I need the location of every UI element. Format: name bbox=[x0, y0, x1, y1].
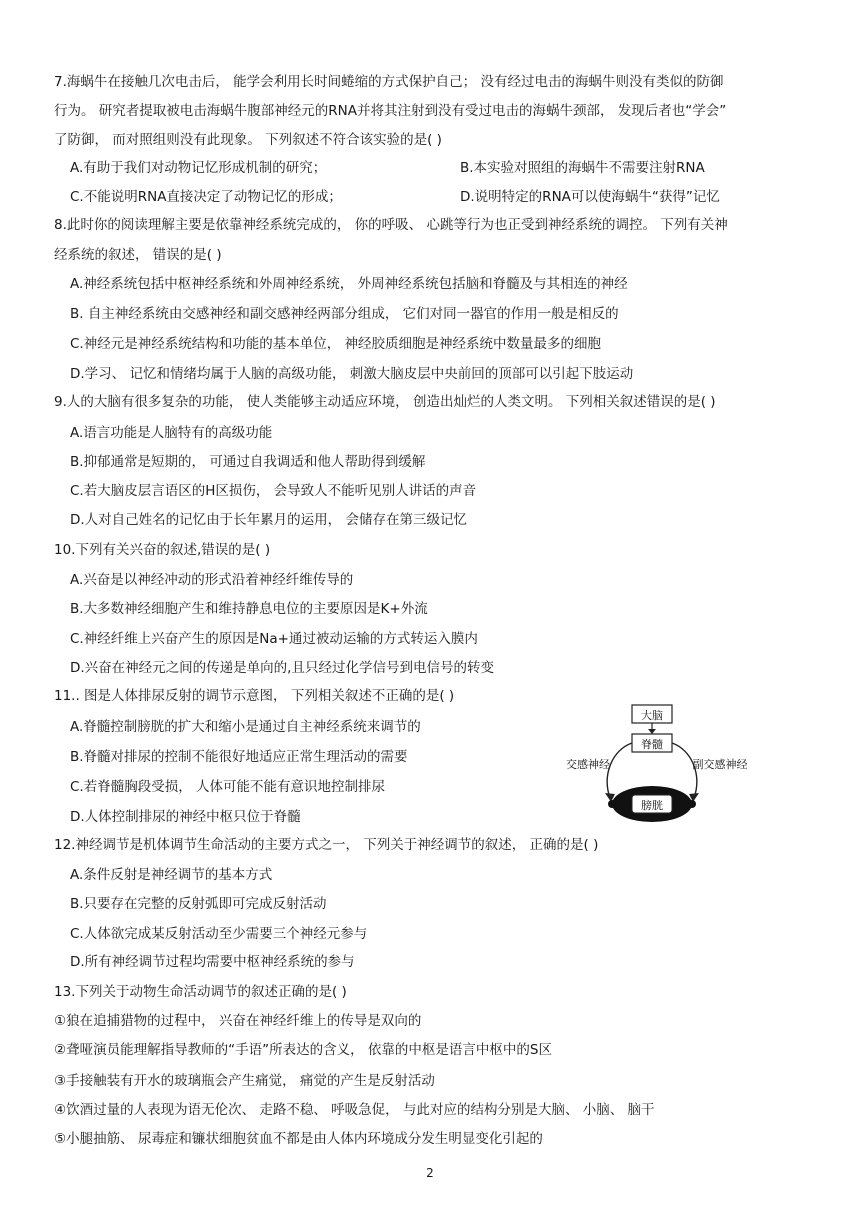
q11-option-d: D.人体控制排尿的神经中枢只位于脊髓 bbox=[70, 809, 301, 825]
q8-option-a: A.神经系统包括中枢神经系统和外周神经系统， 外周神经系统包括脑和脊髓及与其相连的神经 bbox=[70, 276, 628, 292]
q12-option-d: D.所有神经调节过程均需要中枢神经系统的参与 bbox=[70, 954, 355, 970]
q10-option-a: A.兴奋是以神经冲动的形式沿着神经纤维传导的 bbox=[70, 572, 354, 588]
q10-option-d: D.兴奋在神经元之间的传递是单向的,且只经过化学信号到电信号的转变 bbox=[70, 660, 494, 676]
q7-stem-line-2: 行为。 研究者提取被电击海蜗牛腹部神经元的RNA并将其注射到没有受过电击的海蜗牛颈部， 发现后者也“学会” bbox=[54, 103, 727, 119]
q12-option-a: A.条件反射是神经调节的基本方式 bbox=[70, 867, 273, 883]
q7-stem-line-1: 7.海蜗牛在接触几次电击后， 能学会利用长时间蜷缩的方式保护自己； 没有经过电击的海蜗牛则没有类似的防御 bbox=[54, 74, 724, 90]
q12-stem: 12.神经调节是机体调节生命活动的主要方式之一， 下列关于神经调节的叙述， 正确的是( ) bbox=[54, 837, 599, 853]
q7-option-b: B.本实验对照组的海蜗牛不需要注射RNA bbox=[460, 160, 705, 176]
q7-option-c: C.不能说明RNA直接决定了动物记忆的形成； bbox=[70, 189, 342, 205]
q7-option-d: D.说明特定的RNA可以使海蜗牛“获得”记忆 bbox=[460, 189, 720, 205]
q9-option-d: D.人对自己姓名的记忆由于长年累月的运用， 会储存在第三级记忆 bbox=[70, 512, 467, 528]
q13-statement-3: ③手接触装有开水的玻璃瓶会产生痛觉， 痛觉的产生是反射活动 bbox=[54, 1073, 435, 1089]
q10-option-b: B.大多数神经细胞产生和维持静息电位的主要原因是K+外流 bbox=[70, 601, 428, 617]
page-number: 2 bbox=[426, 1166, 434, 1180]
q9-option-c: C.若大脑皮层言语区的H区损伤， 会导致人不能听见别人讲话的声音 bbox=[70, 483, 477, 499]
q11-option-a: A.脊髓控制膀胱的扩大和缩小是通过自主神经系统来调节的 bbox=[70, 719, 421, 735]
q9-option-b: B.抑郁通常是短期的， 可通过自我调适和他人帮助得到缓解 bbox=[70, 454, 426, 470]
q7-option-a: A.有助于我们对动物记忆形成机制的研究； bbox=[70, 160, 327, 176]
q8-option-b: B. 自主神经系统由交感神经和副交感神经两部分组成， 它们对同一器官的作用一般是相反的 bbox=[70, 306, 619, 322]
q8-option-c: C.神经元是神经系统结构和功能的基本单位， 神经胶质细胞是神经系统中数量最多的细胞 bbox=[70, 336, 602, 352]
q10-stem: 10.下列有关兴奋的叙述,错误的是( ) bbox=[54, 542, 271, 558]
diagram-bladder-right-knob bbox=[688, 800, 696, 808]
diagram-bladder-label: 膀胱 bbox=[641, 799, 663, 812]
q13-stem: 13.下列关于动物生命活动调节的叙述正确的是( ) bbox=[54, 984, 347, 1000]
q7-stem-line-3: 了防御， 而对照组则没有此现象。 下列叙述不符合该实验的是( ) bbox=[54, 132, 442, 148]
q9-option-a: A.语言功能是人脑特有的高级功能 bbox=[70, 425, 273, 441]
diagram-sympathetic-label: 交感神经 bbox=[566, 758, 610, 771]
q10-option-c: C.神经纤维上兴奋产生的原因是Na+通过被动运输的方式转运入膜内 bbox=[70, 631, 478, 647]
q8-stem-line-1: 8.此时你的阅读理解主要是依靠神经系统完成的， 你的呼吸、 心跳等行为也正受到神经系统的调控。 下列有关神 bbox=[54, 217, 728, 233]
q13-statement-1: ①狼在追捕猎物的过程中， 兴奋在神经纤维上的传导是双向的 bbox=[54, 1013, 422, 1029]
diagram-spinal-label: 脊髓 bbox=[641, 738, 663, 751]
q13-statement-2: ②聋哑演员能理解指导教师的“手语”所表达的含义， 依靠的中枢是语言中枢中的S区 bbox=[54, 1042, 552, 1058]
diagram-bladder-left-knob bbox=[608, 800, 616, 808]
q13-statement-4: ④饮酒过量的人表现为语无伦次、 走路不稳、 呼吸急促， 与此对应的结构分别是大脑、 小脑、 脑干 bbox=[54, 1102, 655, 1118]
q11-stem: 11.. 图是人体排尿反射的调节示意图， 下列相关叙述不正确的是( ) bbox=[54, 688, 455, 704]
q8-option-d: D.学习、 记忆和情绪均属于人脑的高级功能， 刺激大脑皮层中央前回的顶部可以引起下肢运动 bbox=[70, 366, 634, 382]
diagram-arrowhead-brain-spinal bbox=[648, 729, 656, 734]
diagram-parasympathetic-label: 副交感神经 bbox=[692, 758, 748, 771]
q12-option-c: C.人体欲完成某反射活动至少需要三个神经元参与 bbox=[70, 926, 368, 942]
q13-statement-5: ⑤小腿抽筋、 尿毒症和镰状细胞贫血不都是由人体内环境成分发生明显变化引起的 bbox=[54, 1131, 543, 1147]
q9-stem: 9.人的大脑有很多复杂的功能， 使人类能够主动适应环境， 创造出灿烂的人类文明。 下列相关叙述错误的是( ) bbox=[54, 394, 716, 410]
q11-option-b: B.脊髓对排尿的控制不能很好地适应正常生理活动的需要 bbox=[70, 749, 408, 765]
diagram-brain-label: 大脑 bbox=[641, 709, 663, 722]
q12-option-b: B.只要存在完整的反射弧即可完成反射活动 bbox=[70, 896, 327, 912]
urination-reflex-diagram bbox=[560, 700, 770, 830]
q8-stem-line-2: 经系统的叙述， 错误的是( ) bbox=[54, 247, 222, 263]
q11-option-c: C.若脊髓胸段受损， 人体可能不能有意识地控制排尿 bbox=[70, 779, 386, 795]
